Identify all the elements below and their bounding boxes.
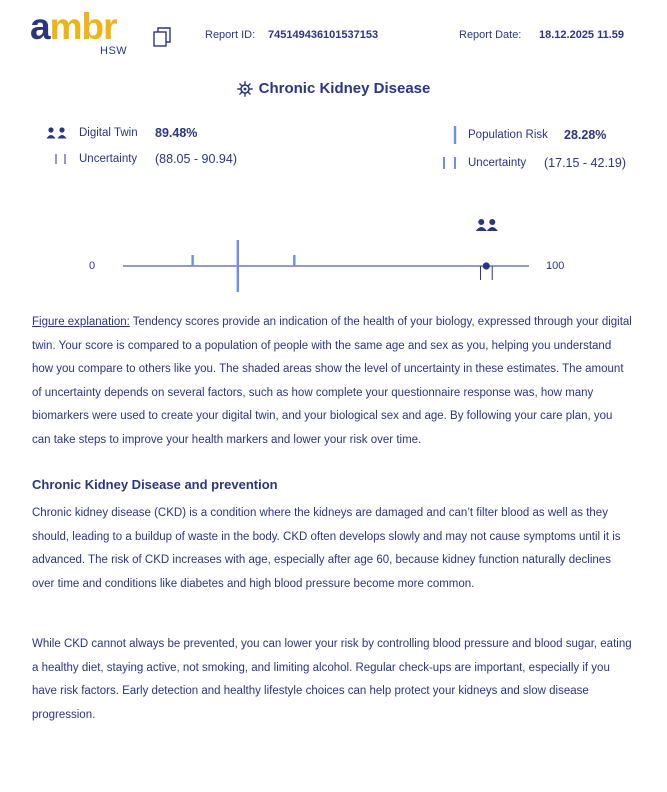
report-id-label: Report ID: bbox=[205, 29, 256, 41]
digital-twin-value-marker bbox=[483, 262, 490, 269]
population-uncertainty-range: (17.15 - 42.19) bbox=[544, 156, 626, 170]
figure-explanation bbox=[32, 311, 632, 453]
logo bbox=[30, 8, 116, 45]
virus-icon bbox=[237, 81, 253, 97]
population-marker-icon bbox=[452, 126, 458, 144]
digital-twin-uncertainty-range: (88.05 - 90.94) bbox=[155, 152, 237, 166]
page-title-row bbox=[0, 80, 667, 98]
figure-explanation-label: Figure explanation: bbox=[32, 316, 130, 328]
figure-explanation-text: Tendency scores provide an indication of the health of your biology, expressed through your digital twin. Your score is compared to a population of people with the same age and sex as you, helping you understand how you compare to others like you. The shaded areas show the level of uncertainty in these estimates. The amount of uncertainty depends on several factors, such as how complete your questionnaire response was, how many biomarkers were used to create your digital twin, and your biological sex and age. By following your care plan, you can take steps to improve your health markers and lower your risk over time. bbox=[32, 316, 632, 446]
digital-twin-label: Digital Twin bbox=[79, 127, 138, 139]
population-uncertainty-icon bbox=[441, 156, 459, 170]
logo-mark: a bbox=[30, 6, 50, 47]
population-risk-label: Population Risk bbox=[468, 129, 548, 141]
section-heading: Chronic Kidney Disease and prevention bbox=[32, 477, 278, 492]
people-icon bbox=[476, 219, 498, 231]
report-id-value: 745149436101537153 bbox=[268, 29, 379, 41]
logo-sub: HSW bbox=[100, 45, 128, 57]
report-date-value: 18.12.2025 11.59 bbox=[539, 29, 625, 41]
section-paragraph-1: Chronic kidney disease (CKD) is a condition where the kidneys are damaged and can’t filter blood as well as they should, leading to a buildup of waste in the body. CKD often develops slowly and may not cause symptoms until it is advanced. The risk of CKD increases with age, especially after age 60, because kidney function naturally declines over time and conditions like diabetes and high blood pressure become more common. bbox=[32, 507, 621, 590]
logo-wordmark: mbr bbox=[49, 6, 117, 47]
page-title: Chronic Kidney Disease bbox=[258, 80, 431, 98]
scale-min-label: 0 bbox=[89, 260, 96, 272]
population-uncertainty-label: Uncertainty bbox=[468, 157, 527, 169]
section-paragraph-2: While CKD cannot always be prevented, you can lower your risk by controlling blood pressure and blood sugar, eating a healthy diet, staying active, not smoking, and limiting alcohol. Regular check-ups are important, especially if you have risk factors. Early detection and healthy lifestyle choices can help protect your kidneys and slow disease progression. bbox=[32, 638, 632, 721]
population-risk-value: 28.28% bbox=[564, 128, 607, 142]
digital-twin-value: 89.48% bbox=[155, 126, 198, 140]
uncertainty-bounds-icon bbox=[54, 153, 68, 165]
report-date-label: Report Date: bbox=[459, 29, 522, 41]
scale-max-label: 100 bbox=[546, 260, 565, 272]
digital-twin-uncertainty-label: Uncertainty bbox=[79, 153, 138, 165]
risk-scale-chart bbox=[100, 210, 550, 300]
people-icon bbox=[46, 127, 68, 139]
copy-icon[interactable] bbox=[153, 26, 173, 48]
